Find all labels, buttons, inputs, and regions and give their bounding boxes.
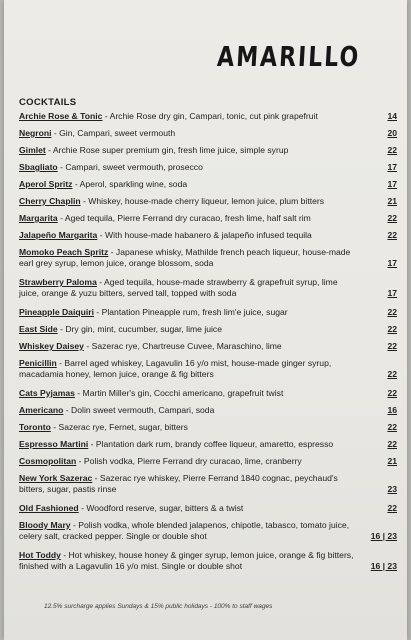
menu-item-price: 17	[387, 162, 397, 172]
menu-item	[19, 550, 401, 572]
menu-item	[19, 247, 401, 269]
menu-item-name: Negroni	[19, 128, 52, 138]
menu-item-description	[19, 405, 359, 416]
menu-item-ingredients: - Sazerac rye, Fernet, sugar, bitters	[50, 422, 188, 432]
menu-item-name: Cherry Chaplin	[19, 196, 81, 206]
menu-item-name: Bloody Mary	[19, 520, 71, 530]
menu-item-name: Penicillin	[19, 358, 57, 368]
menu-item-price: 16 | 23	[370, 561, 397, 571]
menu-item-ingredients: - With house-made habanero & jalapeño infused tequila	[97, 230, 312, 240]
menu-item-description	[19, 324, 359, 335]
menu-item-ingredients: - Aperol, sparkling wine, soda	[72, 179, 188, 189]
menu-item-name: Pineapple Daiquiri	[19, 307, 94, 317]
menu-item-name: Old Fashioned	[19, 503, 79, 513]
brand-logo: AMARILLO	[216, 42, 361, 74]
menu-item-name: Toronto	[19, 422, 51, 432]
menu-item-price: 16	[387, 405, 397, 415]
menu-item-ingredients: - Hot whiskey, house honey & ginger syrup, lemon juice, orange & fig bitters, finished with a Lagavulin 16 y/o mist. Single or double shot	[19, 550, 354, 571]
menu-item-ingredients: - Dry gin, mint, cucumber, sugar, lime juice	[57, 324, 222, 334]
menu-item	[19, 473, 401, 495]
menu-item-price: 22	[387, 341, 397, 351]
menu-item-description	[19, 247, 359, 269]
menu-item-description	[19, 456, 359, 467]
menu-item-price: 21	[387, 456, 397, 466]
menu-item	[19, 405, 401, 416]
menu-item-description	[19, 179, 359, 190]
menu-item-price: 22	[387, 145, 397, 155]
menu-item	[19, 145, 401, 156]
menu-item-name: Whiskey Daisey	[19, 341, 84, 351]
menu-item-price: 21	[387, 196, 397, 206]
menu-item-ingredients: - Plantation Pineapple rum, fresh lim'e juice, sugar	[93, 307, 288, 317]
menu-item-name: Sbagliato	[19, 162, 58, 172]
menu-item-description	[19, 196, 359, 207]
menu-item	[19, 520, 401, 542]
menu-item	[19, 503, 401, 514]
menu-item-description	[19, 520, 359, 542]
menu-item	[19, 456, 401, 467]
menu-item-price: 22	[387, 439, 397, 449]
menu-item-price: 22	[387, 388, 397, 398]
menu-item-name: Gimlet	[19, 145, 46, 155]
menu-item-description	[19, 162, 359, 173]
menu-item-ingredients: - Dolin sweet vermouth, Campari, soda	[63, 405, 215, 415]
menu-item-name: Americano	[19, 405, 64, 415]
menu-item-description	[19, 388, 359, 399]
menu-item-price: 17	[387, 179, 397, 189]
menu-item-ingredients: - Sazerac rye, Chartreuse Cuvee, Maraschino, lime	[83, 341, 282, 351]
menu-item-description	[19, 145, 359, 156]
menu-item-name: Cosmopolitan	[19, 456, 77, 466]
menu-item	[19, 422, 401, 433]
menu-item-price: 22	[387, 213, 397, 223]
menu-item-ingredients: - Polish vodka, whole blended jalapenos, chipotle, tabasco, tomato juice, celery salt, cracked pepper. Single or double shot	[19, 520, 350, 541]
menu-item-name: Margarita	[19, 213, 58, 223]
menu-item-price: 22	[387, 503, 397, 513]
menu-item	[19, 213, 401, 224]
footer-note: 12.5% surcharge applies Sundays & 15% public holidays - 100% to staff wages	[44, 603, 273, 610]
menu-item	[19, 128, 401, 139]
menu-item-name: Aperol Spritz	[19, 179, 73, 189]
menu-item-description	[19, 277, 359, 299]
menu-item	[19, 324, 401, 335]
menu-item-name: Strawberry Paloma	[19, 277, 97, 287]
menu-item-ingredients: - Sazerac rye whiskey, Pierre Ferrand 1840 cognac, peychaud's bitters, sugar, pastis rinse	[19, 473, 338, 494]
menu-item-ingredients: - Martin Miller's gin, Cocchi americano, grapefruit twist	[74, 388, 284, 398]
menu-item-ingredients: - Plantation dark rum, brandy coffee liqueur, amaretto, espresso	[88, 439, 334, 449]
menu-item-description	[19, 439, 359, 450]
menu-item	[19, 439, 401, 450]
menu-item-ingredients: - Archie Rose super premium gin, fresh lime juice, simple syrup	[45, 145, 289, 155]
menu-item-ingredients: - Polish vodka, Pierre Ferrand dry curacao, lime, cranberry	[76, 456, 302, 466]
menu-item-ingredients: - Barrel aged whiskey, Lagavulin 16 y/o mist, house-made ginger syrup, macadamia honey, lemon juice, orange & fig bitters	[19, 358, 332, 379]
menu-item-ingredients: - Aged tequila, house-made strawberry & grapefruit syrup, lime juice, orange & yuzu bitters, served tall, topped with soda	[19, 277, 338, 298]
menu-item	[19, 388, 401, 399]
menu-item-ingredients: - Woodford reserve, sugar, bitters & a twist	[78, 503, 244, 513]
menu-item-price: 17	[387, 258, 397, 268]
menu-item	[19, 277, 401, 299]
menu-item-price: 20	[387, 128, 397, 138]
menu-item-name: Momoko Peach Spritz	[19, 247, 109, 257]
menu-item-description	[19, 128, 359, 139]
menu-item-name: New York Sazerac	[19, 473, 93, 483]
menu-item-name: Cats Pyjamas	[19, 388, 75, 398]
menu-item	[19, 111, 401, 122]
menu-item	[19, 196, 401, 207]
menu-item-price: 22	[387, 369, 397, 379]
menu-item	[19, 341, 401, 352]
menu-item-description	[19, 341, 359, 352]
menu-item-description	[19, 422, 359, 433]
menu-item-price: 14	[387, 111, 397, 121]
menu-item	[19, 162, 401, 173]
menu-item-description	[19, 358, 359, 380]
menu-item-ingredients: - Japanese whisky, Mathilde french peach liqueur, house-made earl grey syrup, lemon juice, orange blossom, soda	[19, 247, 351, 268]
menu-item-description	[19, 473, 359, 495]
menu-item-price: 22	[387, 230, 397, 240]
menu-item-ingredients: - Archie Rose dry gin, Campari, tonic, cut pink grapefruit	[102, 111, 318, 121]
menu-item-ingredients: - Aged tequila, Pierre Ferrand dry curacao, fresh lime, half salt rim	[57, 213, 311, 223]
menu-item-description	[19, 307, 359, 318]
menu-item-price: 23	[387, 484, 397, 494]
menu-item-description	[19, 230, 359, 241]
menu-item-description	[19, 503, 359, 514]
menu-item	[19, 358, 401, 380]
menu-item	[19, 230, 401, 241]
menu-item-ingredients: - Gin, Campari, sweet vermouth	[51, 128, 176, 138]
menu-item-name: Archie Rose & Tonic	[19, 111, 103, 121]
menu-item-ingredients: - Campari, sweet vermouth, prosecco	[57, 162, 203, 172]
menu-item-name: Hot Toddy	[19, 550, 61, 560]
menu-item-price: 16 | 23	[370, 531, 397, 541]
menu-item	[19, 307, 401, 318]
menu-item-price: 22	[387, 307, 397, 317]
menu-item-price: 22	[387, 324, 397, 334]
menu-item-description	[19, 111, 359, 122]
menu-item-description	[19, 213, 359, 224]
menu-item-ingredients: - Whiskey, house-made cherry liqueur, lemon juice, plum bitters	[80, 196, 325, 206]
menu-item	[19, 179, 401, 190]
section-title: COCKTAILS	[19, 97, 77, 108]
menu-sheet	[4, 0, 407, 640]
menu-item-price: 22	[387, 422, 397, 432]
menu-item-name: East Side	[19, 324, 58, 334]
menu-item-name: Espresso Martini	[19, 439, 89, 449]
menu-item-description	[19, 550, 359, 572]
menu-item-price: 17	[387, 288, 397, 298]
menu-item-name: Jalapeño Margarita	[19, 230, 98, 240]
